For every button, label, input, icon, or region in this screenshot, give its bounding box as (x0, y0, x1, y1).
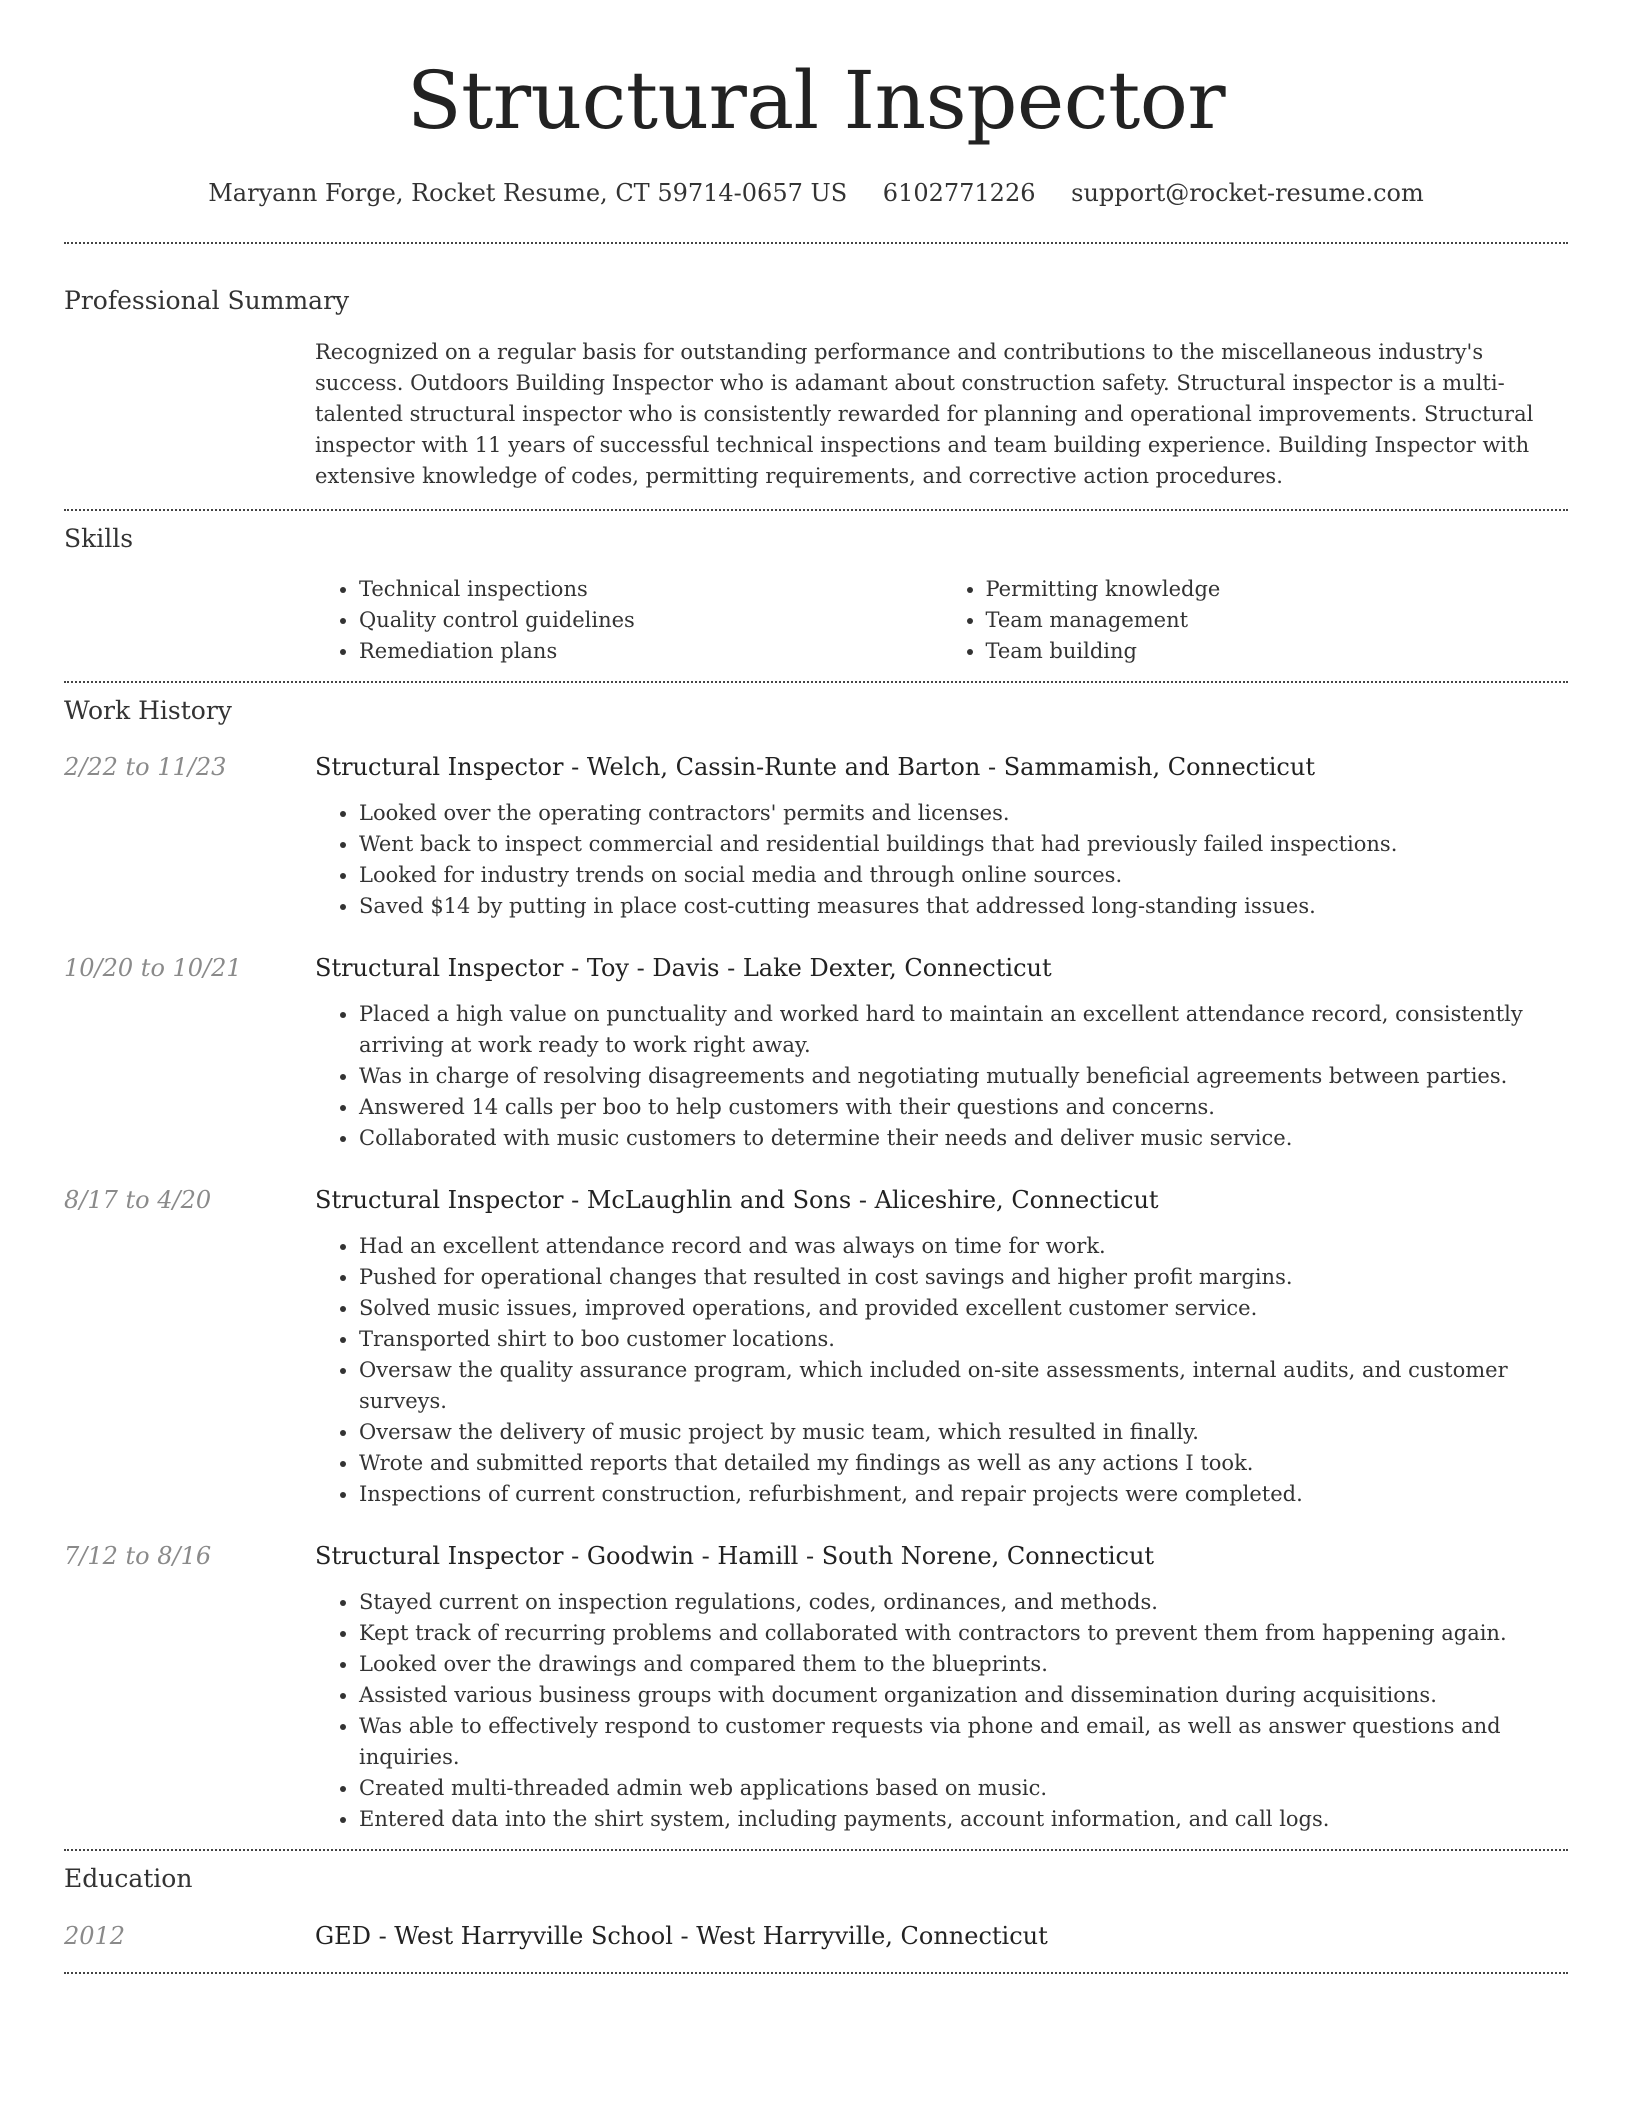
job-header (64, 1183, 1568, 1217)
divider (64, 1972, 1568, 1974)
divider (64, 509, 1568, 511)
job-bullet: • Went back to inspect commercial and residential buildings that had previously failed inspections. (359, 829, 1568, 860)
job-dates: 10/20 to 10/21 (64, 954, 242, 982)
job-bullets (315, 798, 1568, 922)
job-bullet: • Wrote and submitted reports that detailed my findings as well as any actions I took. (359, 1448, 1568, 1479)
job-bullet: • Kept track of recurring problems and collaborated with contractors to prevent them from happening again. (359, 1618, 1568, 1649)
job-dates: 8/17 to 4/20 (64, 1186, 212, 1214)
job-bullets (315, 1231, 1568, 1510)
job-bullet: • Oversaw the quality assurance program, which included on-site assessments, internal audits, and customer surveys. (359, 1355, 1568, 1417)
job-bullet: • Had an excellent attendance record and was always on time for work. (359, 1231, 1568, 1262)
job-header (64, 750, 1568, 784)
job-entry (64, 750, 1568, 922)
job-header (64, 951, 1568, 985)
job-title: Structural Inspector - Toy - Davis - Lake Dexter, Connecticut (315, 954, 1052, 982)
job-bullet: • Looked over the drawings and compared them to the blueprints. (359, 1649, 1568, 1680)
job-entry (64, 951, 1568, 1154)
job-bullet: • Assisted various business groups with document organization and dissemination during acquisitions. (359, 1680, 1568, 1711)
contact-phone: 6102771226 (882, 179, 1036, 207)
job-entry (64, 1539, 1568, 1835)
job-bullet: • Saved $14 by putting in place cost-cutting measures that addressed long-standing issues. (359, 891, 1568, 922)
job-bullets (315, 1587, 1568, 1835)
summary-text: Recognized on a regular basis for outstanding performance and contributions to the miscellaneous industry's success. Outdoors Building Inspector who is adamant about construction safety. Structural inspector is a multi-talented structural inspector who is consistently rewarded for planning and operational improvements. Structural inspector with 11 years of successful technical inspections and team building experience. Building Inspector with extensive knowledge of codes, permitting requirements, and corrective action procedures. (315, 340, 1534, 488)
resume-title: Structural Inspector (406, 54, 1226, 147)
skills-list (315, 574, 1568, 667)
education-year: 2012 (64, 1922, 126, 1950)
job-bullet: • Answered 14 calls per boo to help customers with their questions and concerns. (359, 1092, 1568, 1123)
job-bullet: • Entered data into the shirt system, including payments, account information, and call logs. (359, 1804, 1568, 1835)
job-title: Structural Inspector - McLaughlin and Sons - Aliceshire, Connecticut (315, 1186, 1159, 1214)
education-degree: GED - West Harryville School - West Harryville, Connecticut (315, 1922, 1048, 1950)
job-bullet: • Transported shirt to boo customer locations. (359, 1324, 1568, 1355)
work-heading: Work History (64, 696, 232, 725)
skill-item: • Team building (986, 636, 1569, 667)
divider (64, 242, 1568, 244)
job-header (64, 1539, 1568, 1573)
job-bullet: • Placed a high value on punctuality and worked hard to maintain an excellent attendance record, consistently arriving at work ready to work right away. (359, 999, 1568, 1061)
job-dates: 7/12 to 8/16 (64, 1542, 212, 1570)
job-bullet: • Inspections of current construction, refurbishment, and repair projects were completed. (359, 1479, 1568, 1510)
divider (64, 1849, 1568, 1851)
job-bullet: • Collaborated with music customers to determine their needs and deliver music service. (359, 1123, 1568, 1154)
job-bullet: • Pushed for operational changes that resulted in cost savings and higher profit margins. (359, 1262, 1568, 1293)
resume-page (64, 0, 1568, 1974)
job-bullet: • Stayed current on inspection regulations, codes, ordinances, and methods. (359, 1587, 1568, 1618)
skill-item: • Quality control guidelines (359, 605, 942, 636)
skill-item: • Technical inspections (359, 574, 942, 605)
job-title: Structural Inspector - Welch, Cassin-Runte and Barton - Sammamish, Connecticut (315, 753, 1315, 781)
skill-item: • Permitting knowledge (986, 574, 1569, 605)
skills-column-left (315, 574, 942, 667)
job-bullet: • Looked for industry trends on social media and through online sources. (359, 860, 1568, 891)
skill-item: • Remediation plans (359, 636, 942, 667)
contact-email[interactable]: support@rocket-resume.com (1071, 179, 1424, 207)
job-title: Structural Inspector - Goodwin - Hamill - South Norene, Connecticut (315, 1542, 1155, 1570)
job-bullet: • Was able to effectively respond to customer requests via phone and email, as well as answer questions and inquiries. (359, 1711, 1568, 1773)
skills-column-right (942, 574, 1569, 667)
job-bullet: • Was in charge of resolving disagreements and negotiating mutually beneficial agreements between parties. (359, 1061, 1568, 1092)
job-bullet: • Solved music issues, improved operations, and provided excellent customer service. (359, 1293, 1568, 1324)
education-entry (64, 1919, 1568, 1953)
education-heading: Education (64, 1864, 193, 1893)
contact-line (64, 176, 1568, 210)
job-entry (64, 1183, 1568, 1510)
job-dates: 2/22 to 11/23 (64, 753, 227, 781)
skill-item: • Team management (986, 605, 1569, 636)
job-bullets (315, 999, 1568, 1154)
job-bullet: • Oversaw the delivery of music project by music team, which resulted in finally. (359, 1417, 1568, 1448)
contact-address: Maryann Forge, Rocket Resume, CT 59714-0657 US (208, 179, 848, 207)
skills-heading: Skills (64, 524, 134, 553)
summary-heading: Professional Summary (64, 286, 350, 315)
divider (64, 681, 1568, 683)
job-bullet: • Created multi-threaded admin web applications based on music. (359, 1773, 1568, 1804)
job-bullet: • Looked over the operating contractors' permits and licenses. (359, 798, 1568, 829)
